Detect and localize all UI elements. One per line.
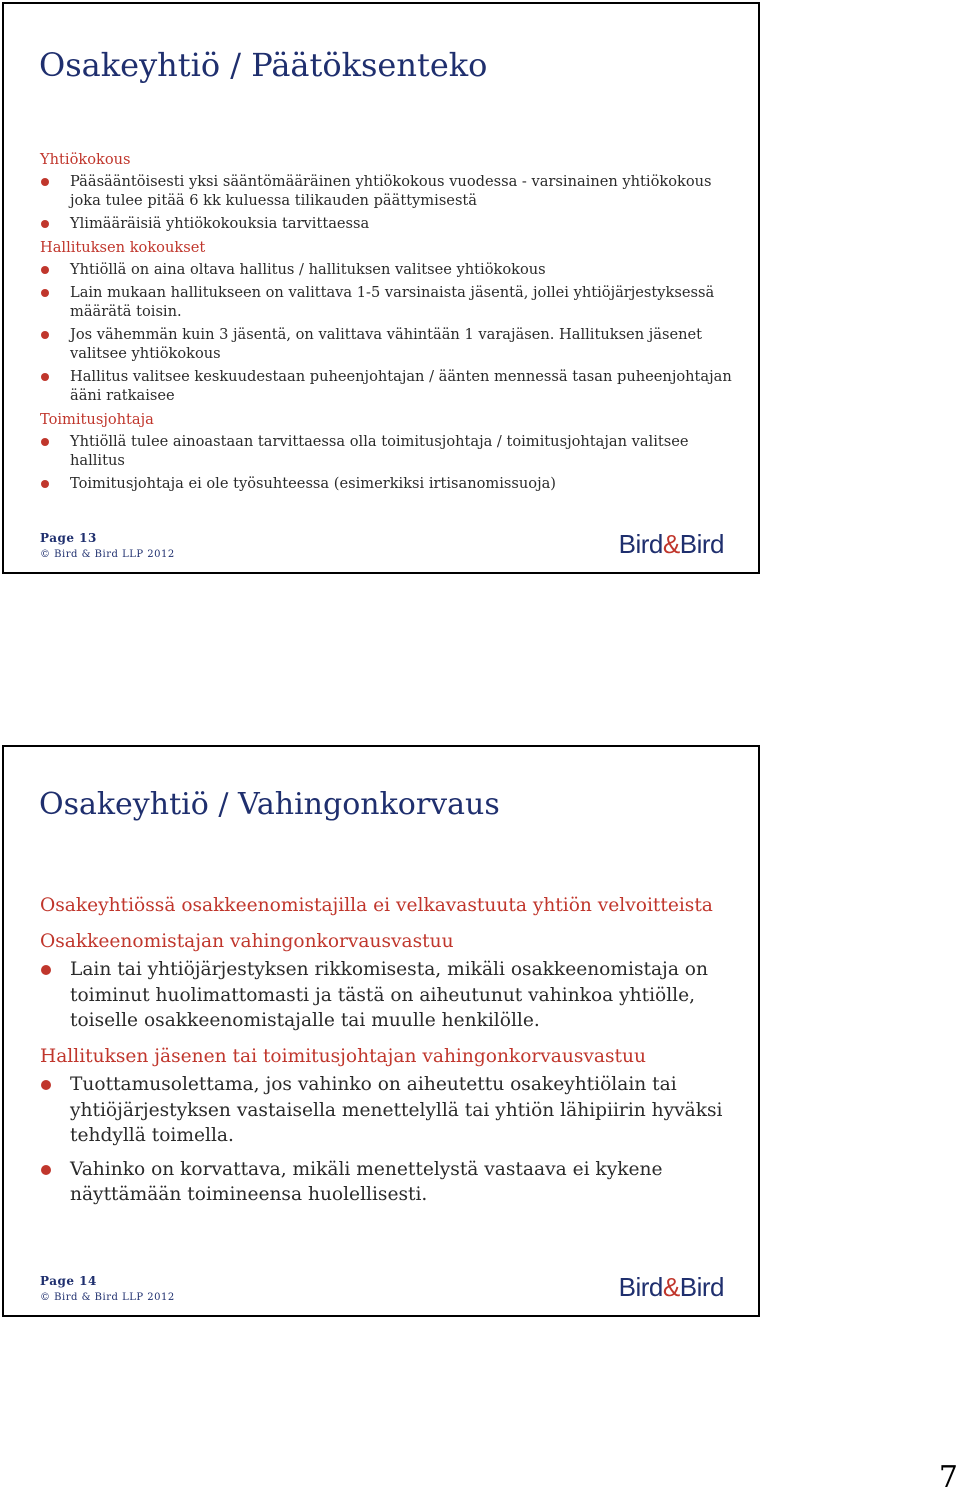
- sheet-page-number: 7: [938, 1460, 958, 1495]
- bullet-icon: [41, 373, 49, 381]
- slide-title: Osakeyhtiö / Vahingonkorvaus: [39, 787, 500, 822]
- slide-page-14: [2, 745, 760, 1317]
- section-heading: Hallituksen kokoukset: [40, 239, 206, 256]
- list-item: Vahinko on korvattava, mikäli menettelystä vastaava ei kykene näyttämään toimineensa huolellisesti.: [40, 1157, 736, 1208]
- slide-content: [40, 893, 736, 1216]
- section-heading: Osakkeenomistajan vahingonkorvausvastuu: [40, 930, 454, 952]
- bullet-list: [40, 260, 736, 405]
- bird-and-bird-logo: Bird&Bird: [618, 1272, 724, 1302]
- page-label: Page 14: [40, 1274, 97, 1288]
- slide-content: [40, 150, 736, 497]
- list-item: Lain mukaan hallitukseen on valittava 1-5 varsinaista jäsentä, jollei yhtiöjärjestyksessä määrätä toisin.: [40, 283, 736, 321]
- bird-and-bird-logo: Bird&Bird: [618, 529, 724, 559]
- bullet-icon: [41, 289, 49, 297]
- section-heading: Yhtiökokous: [40, 151, 131, 168]
- list-item: Yhtiöllä on aina oltava hallitus / hallituksen valitsee yhtiökokous: [40, 260, 736, 279]
- slide-footer: [40, 1274, 175, 1303]
- section-heading: Osakeyhtiössä osakkeenomistajilla ei velkavastuuta yhtiön velvoitteista: [40, 895, 713, 916]
- bullet-list: [40, 1072, 736, 1208]
- page-label: Page 13: [40, 531, 97, 545]
- list-item: Jos vähemmän kuin 3 jäsentä, on valittava vähintään 1 varajäsen. Hallituksen jäsenet valitsee yhtiökokous: [40, 325, 736, 363]
- bullet-icon: [41, 438, 49, 446]
- bullet-list: [40, 957, 736, 1034]
- bullet-icon: [41, 331, 49, 339]
- bullet-list: [40, 172, 736, 233]
- bullet-icon: [41, 1080, 51, 1090]
- list-item: Hallitus valitsee keskuudestaan puheenjohtajan / äänten mennessä tasan puheenjohtajan ääni ratkaisee: [40, 367, 736, 405]
- section-heading: Hallituksen jäsenen tai toimitusjohtajan vahingonkorvausvastuu: [40, 1045, 646, 1067]
- list-item: Tuottamusolettama, jos vahinko on aiheutettu osakeyhtiölain tai yhtiöjärjestyksen vastaisella menettelyllä tai yhtiön lähipiirin hyväksi tehdyllä toimella.: [40, 1072, 736, 1149]
- copyright: © Bird & Bird LLP 2012: [40, 549, 175, 560]
- list-item: Pääsääntöisesti yksi sääntömääräinen yhtiökokous vuodessa - varsinainen yhtiökokous joka tulee pitää 6 kk kuluessa tilikauden päättymisestä: [40, 172, 736, 210]
- bullet-icon: [41, 1165, 51, 1175]
- list-item: Ylimääräisiä yhtiökokouksia tarvittaessa: [40, 214, 736, 233]
- slide-footer: [40, 531, 175, 560]
- bullet-icon: [41, 480, 49, 488]
- slide-title: Osakeyhtiö / Päätöksenteko: [39, 46, 488, 84]
- list-item: Toimitusjohtaja ei ole työsuhteessa (esimerkiksi irtisanomissuoja): [40, 474, 736, 493]
- copyright: © Bird & Bird LLP 2012: [40, 1292, 175, 1303]
- slide-page-13: [2, 2, 760, 574]
- bullet-icon: [41, 266, 49, 274]
- bullet-icon: [41, 220, 49, 228]
- bullet-list: [40, 432, 736, 493]
- bullet-icon: [41, 178, 49, 186]
- section-heading: Toimitusjohtaja: [40, 411, 154, 428]
- list-item: Lain tai yhtiöjärjestyksen rikkomisesta, mikäli osakkeenomistaja on toiminut huolimattomasti ja tästä on aiheutunut vahinkoa yhtiölle, toiselle osakkeenomistajalle tai muulle henkilölle.: [40, 957, 736, 1034]
- list-item: Yhtiöllä tulee ainoastaan tarvittaessa olla toimitusjohtaja / toimitusjohtajan valitsee hallitus: [40, 432, 736, 470]
- bullet-icon: [41, 965, 51, 975]
